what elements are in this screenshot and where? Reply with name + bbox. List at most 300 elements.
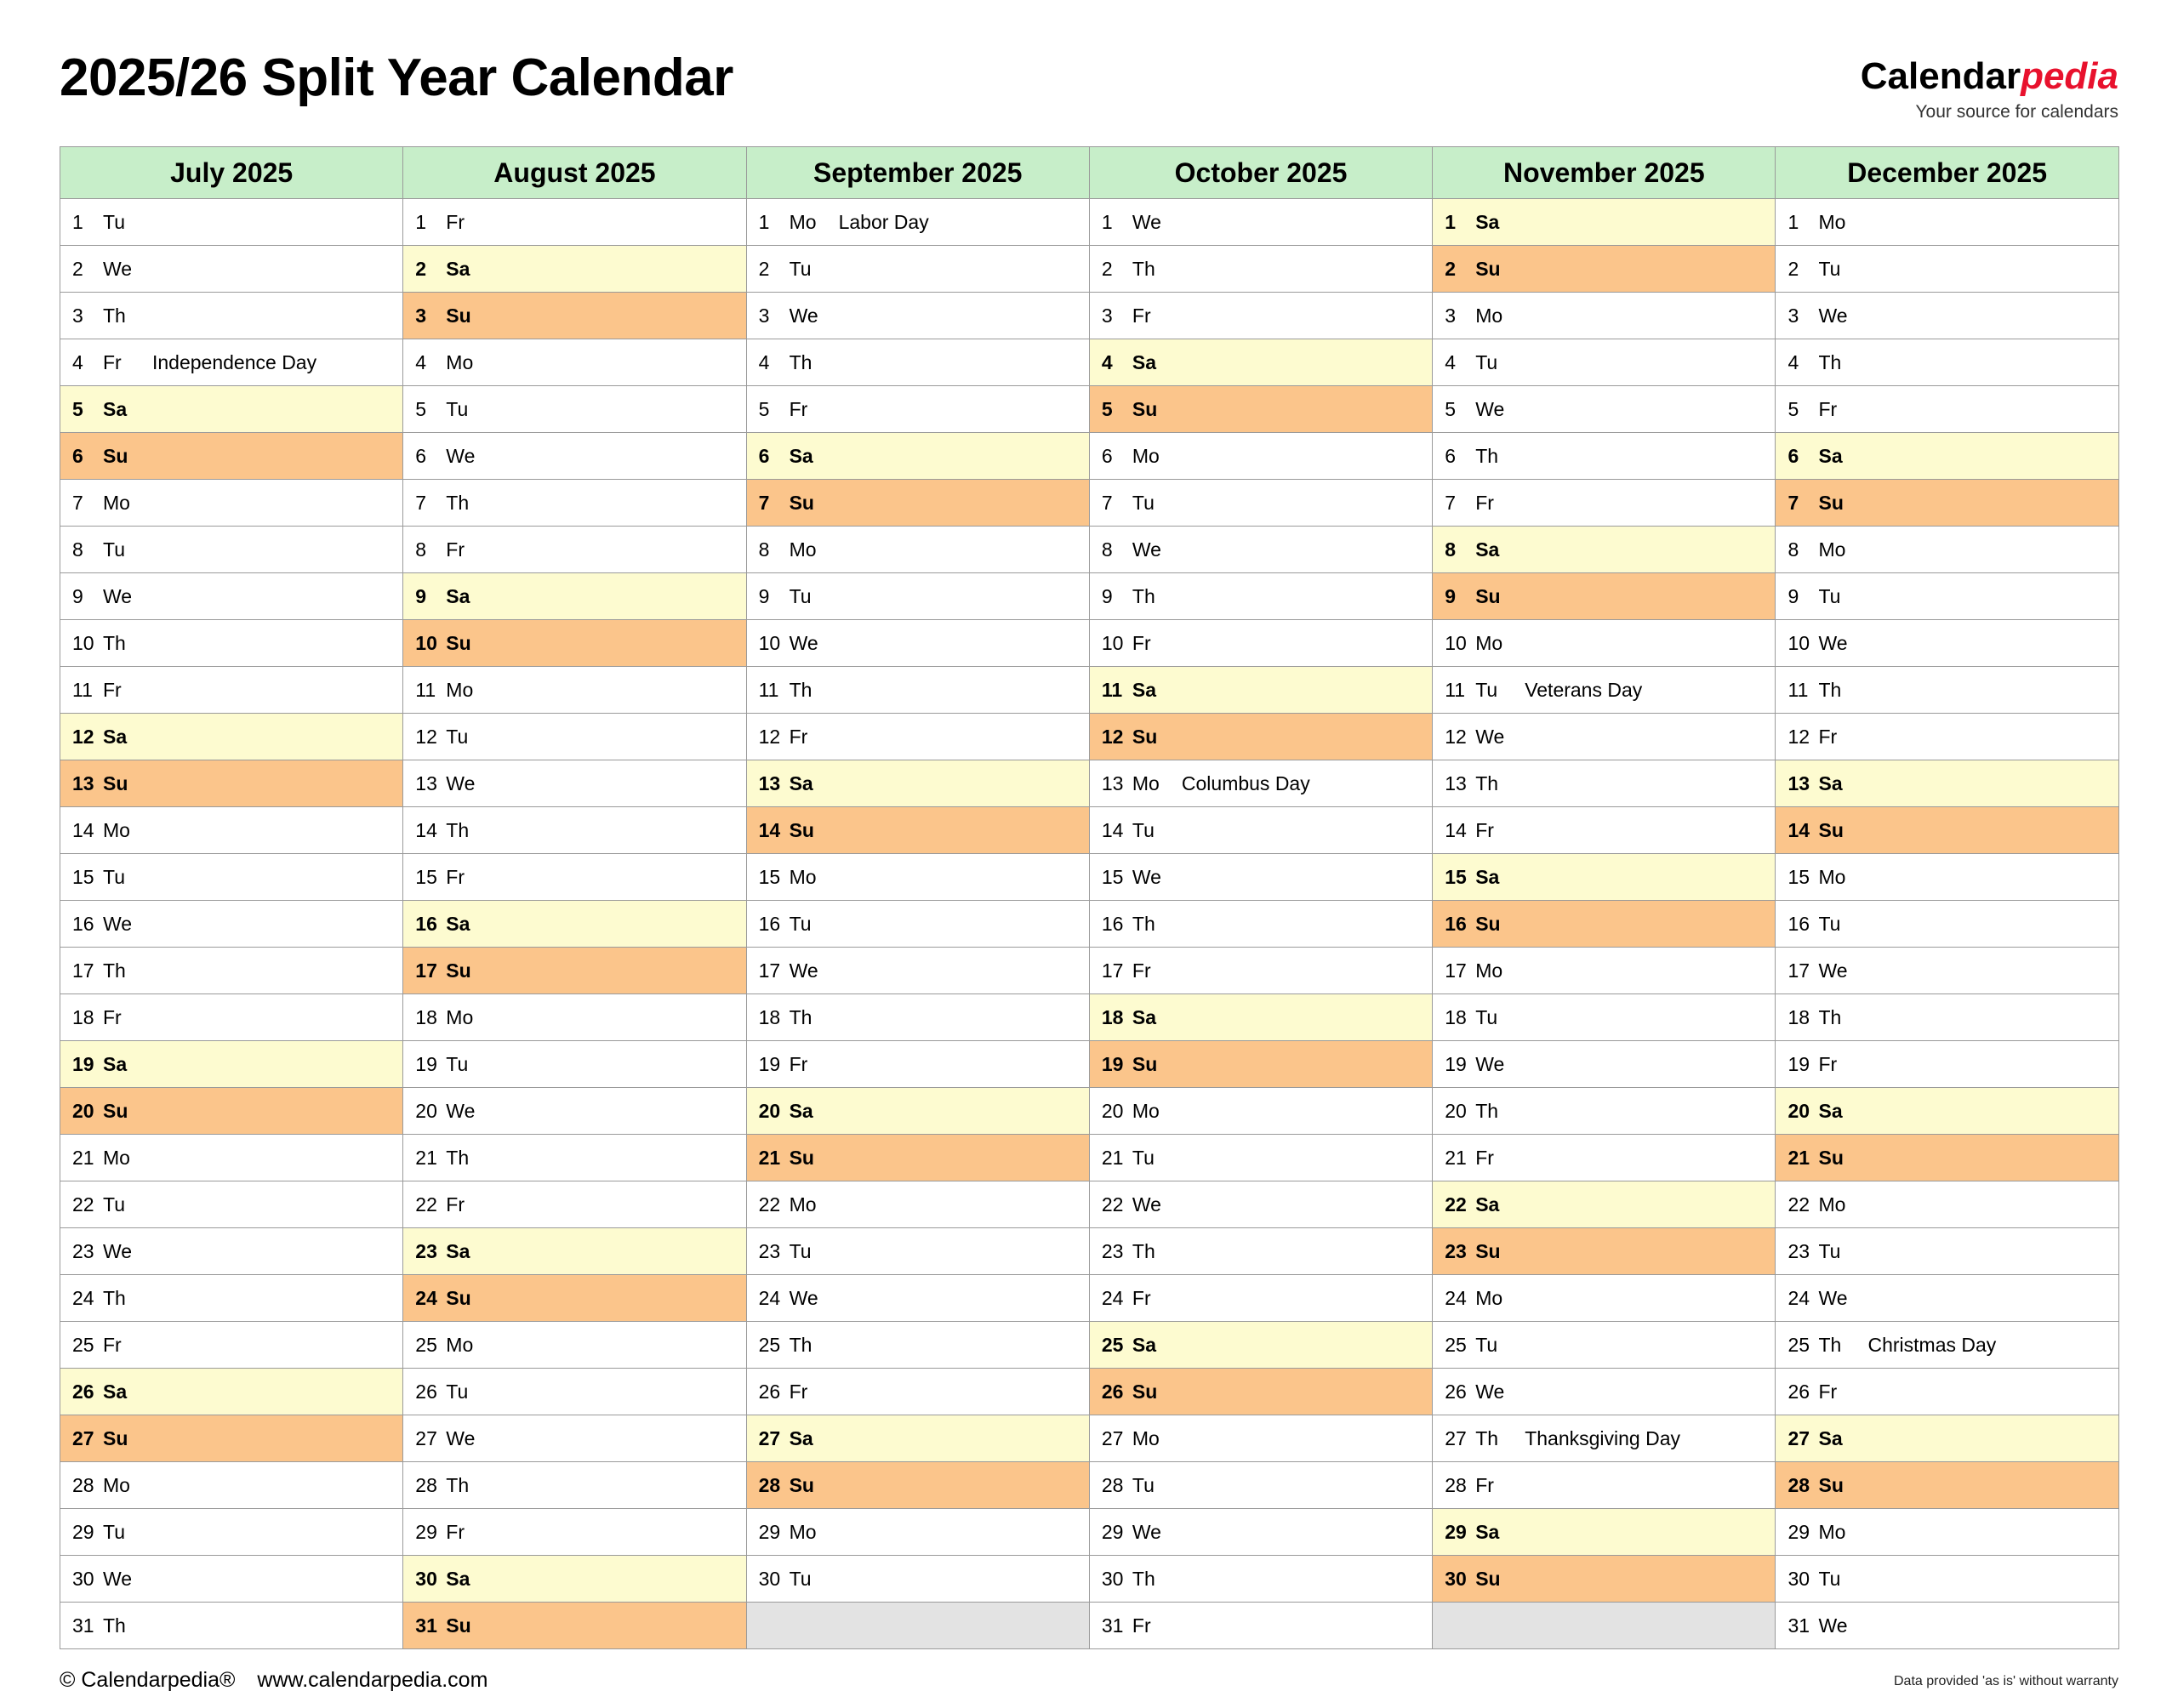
day-number: 14 [758,818,781,841]
day-number: 14 [72,818,94,841]
weekday-abbrev: Fr [446,210,465,233]
weekday-abbrev: We [1818,631,1848,654]
day-cell [747,714,1089,760]
calendar-cell [1089,1369,1432,1415]
day-number: 6 [1445,444,1456,467]
day-cell [747,199,1089,245]
weekday-abbrev: Su [446,959,471,982]
day-number: 11 [758,678,779,701]
calendar-row [60,1603,2119,1649]
day-cell [747,667,1089,713]
weekday-abbrev: Sa [789,771,813,794]
day-cell [1090,433,1432,479]
day-cell [1090,807,1432,853]
calendar-cell [1433,1181,1776,1228]
day-cell [60,807,402,853]
weekday-abbrev: We [1475,397,1505,420]
day-number: 22 [72,1193,94,1216]
weekday-abbrev: Mo [446,350,474,373]
page-header [60,34,2118,136]
day-number: 9 [1445,584,1456,607]
calendar-cell [1089,1322,1432,1369]
weekday-abbrev: Th [103,304,126,327]
day-number: 5 [1787,397,1799,420]
weekday-abbrev: Su [789,1473,814,1496]
day-number: 25 [1787,1333,1810,1356]
weekday-abbrev: Sa [1132,678,1157,701]
weekday-abbrev: Tu [103,538,125,561]
calendar-row [60,1369,2119,1415]
weekday-abbrev: We [1475,725,1505,748]
day-cell [1090,1041,1432,1087]
calendar-cell [1089,1603,1432,1649]
day-number: 25 [758,1333,781,1356]
calendar-row [60,1228,2119,1275]
day-number: 28 [1445,1473,1467,1496]
weekday-abbrev: Mo [789,1193,817,1216]
day-cell [1776,1509,2118,1555]
calendar-cell [1433,1462,1776,1509]
weekday-abbrev: We [1132,538,1161,561]
calendar-cell [60,1088,403,1135]
day-cell [60,573,402,619]
day-cell [60,1369,402,1415]
day-number: 24 [72,1286,94,1309]
weekday-abbrev: Sa [1132,1333,1157,1356]
day-cell [1090,760,1432,806]
day-number: 24 [1787,1286,1810,1309]
day-cell [1090,1181,1432,1227]
day-number: 10 [758,631,781,654]
weekday-abbrev: We [103,1239,133,1262]
weekday-abbrev: Tu [1132,818,1155,841]
calendar-cell [403,433,746,480]
day-number: 20 [415,1099,437,1122]
weekday-abbrev: Th [1818,350,1842,373]
calendar-cell [1433,714,1776,760]
calendar-cell [746,199,1089,246]
day-number: 24 [758,1286,781,1309]
calendar-row [60,246,2119,293]
calendar-cell [1089,1181,1432,1228]
day-cell [747,246,1089,292]
day-number: 10 [1101,631,1124,654]
day-cell [1433,854,1775,900]
day-cell [747,527,1089,572]
weekday-abbrev: Mo [1132,1426,1160,1449]
day-cell [60,714,402,760]
calendar-cell [60,620,403,667]
calendar-cell [403,246,746,293]
day-cell [1090,1415,1432,1461]
day-cell [403,246,745,292]
calendar-cell [1433,199,1776,246]
calendar-cell [746,760,1089,807]
calendar-cell [746,1041,1089,1088]
day-number: 14 [1101,818,1124,841]
calendar-cell [1433,760,1776,807]
calendar-cell [403,1415,746,1462]
weekday-abbrev: Mo [1475,1286,1503,1309]
calendar-row [60,1135,2119,1181]
weekday-abbrev: Sa [103,397,128,420]
calendar-cell [1089,339,1432,386]
weekday-abbrev: We [103,584,133,607]
day-number: 21 [415,1146,437,1169]
day-number: 19 [758,1052,781,1075]
day-cell [1433,1556,1775,1602]
day-number: 10 [1787,631,1810,654]
day-cell [1090,293,1432,339]
calendar-cell [60,1322,403,1369]
day-cell [747,620,1089,666]
weekday-abbrev: Su [103,1426,128,1449]
calendar-cell [746,1275,1089,1322]
day-number: 2 [1445,257,1456,280]
weekday-abbrev: Mo [1818,1193,1846,1216]
day-cell [1433,1415,1775,1461]
day-number: 5 [415,397,427,420]
calendar-cell [1433,1369,1776,1415]
weekday-abbrev: Su [789,1146,814,1169]
weekday-abbrev: Th [789,1333,812,1356]
weekday-abbrev: We [446,1426,476,1449]
calendar-cell [1089,667,1432,714]
calendar-cell [746,293,1089,339]
day-number: 17 [415,959,437,982]
website-url[interactable]: www.calendarpedia.com [257,1668,488,1692]
brand-name-accent: pedia [2021,55,2118,97]
day-number: 23 [1445,1239,1467,1262]
weekday-abbrev: Mo [1818,538,1846,561]
day-number: 5 [1101,397,1113,420]
day-cell [1776,807,2118,853]
calendar-body [60,199,2119,1649]
weekday-abbrev: Tu [1132,1146,1155,1169]
calendar-cell [746,1603,1089,1649]
weekday-abbrev: Su [1475,1567,1501,1590]
weekday-abbrev: Tu [1475,1333,1498,1356]
day-number: 9 [72,584,83,607]
day-number: 12 [1445,725,1467,748]
calendar-row [60,527,2119,573]
calendar-cell [1776,1181,2118,1228]
calendar-cell [1776,1369,2118,1415]
calendar-cell [1089,293,1432,339]
day-number: 1 [72,210,83,233]
calendar-row [60,339,2119,386]
day-cell [747,573,1089,619]
day-cell [60,433,402,479]
day-cell [1090,1322,1432,1368]
calendar-cell [60,714,403,760]
weekday-abbrev: Sa [446,1239,470,1262]
weekday-abbrev: Su [446,1614,471,1637]
calendar-cell [1089,901,1432,948]
day-number: 19 [1101,1052,1124,1075]
weekday-abbrev: We [103,912,133,935]
page-title: 2025/26 Split Year Calendar [60,48,733,107]
weekday-abbrev: Fr [1475,1146,1494,1169]
weekday-abbrev: Su [1818,1146,1844,1169]
calendar-cell [1089,433,1432,480]
day-number: 18 [72,1005,94,1028]
disclaimer-text: Data provided 'as is' without warranty [1893,1674,2118,1688]
day-number: 8 [415,538,427,561]
day-cell [1776,948,2118,993]
weekday-abbrev: Fr [446,538,465,561]
day-number: 11 [415,678,436,701]
day-number: 8 [1787,538,1799,561]
calendar-row [60,620,2119,667]
day-cell [1433,246,1775,292]
weekday-abbrev: We [1818,304,1848,327]
day-cell [60,480,402,526]
day-number: 8 [72,538,83,561]
weekday-abbrev: Th [446,1146,470,1169]
calendar-cell [1433,1556,1776,1603]
weekday-abbrev: We [1132,1520,1161,1543]
day-cell [1090,620,1432,666]
day-cell [747,1462,1089,1508]
day-cell [1433,994,1775,1040]
calendar-cell [60,901,403,948]
calendar-cell [746,901,1089,948]
calendar-cell [403,901,746,948]
weekday-abbrev: Tu [789,1567,812,1590]
weekday-abbrev: Sa [1475,538,1500,561]
day-cell [1776,293,2118,339]
weekday-abbrev: Fr [103,678,122,701]
calendar-cell [60,1556,403,1603]
day-number: 16 [415,912,437,935]
day-cell [747,339,1089,385]
weekday-abbrev: Th [103,1614,126,1637]
weekday-abbrev: We [1475,1052,1505,1075]
day-number: 27 [1101,1426,1124,1449]
day-number: 7 [758,491,770,514]
day-cell [1090,199,1432,245]
day-number: 16 [758,912,781,935]
calendar-cell [403,339,746,386]
calendar-cell [1089,1462,1432,1509]
day-cell [60,1228,402,1274]
day-number: 6 [415,444,427,467]
day-cell [1090,480,1432,526]
month-header-december: December 2025 [1776,147,2118,199]
day-cell [1433,1228,1775,1274]
day-cell [1433,293,1775,339]
weekday-abbrev: Su [1132,397,1158,420]
weekday-abbrev: Su [1132,1052,1158,1075]
day-cell [1433,199,1775,245]
calendar-cell [746,1556,1089,1603]
day-number: 16 [1445,912,1467,935]
day-number: 14 [415,818,437,841]
calendar-cell [1089,1415,1432,1462]
weekday-abbrev: Tu [789,1239,812,1262]
day-cell [1433,948,1775,993]
weekday-abbrev: Fr [789,1052,808,1075]
calendar-cell [403,667,746,714]
calendar-cell [1433,433,1776,480]
weekday-abbrev: Mo [103,1473,130,1496]
weekday-abbrev: Sa [103,1052,128,1075]
calendar-cell [1089,994,1432,1041]
day-cell [403,901,745,947]
calendar-cell [1089,246,1432,293]
day-cell [1776,1369,2118,1415]
calendar-cell [1089,948,1432,994]
calendar-cell [403,1369,746,1415]
weekday-abbrev: Mo [1132,444,1160,467]
calendar-cell [1776,1275,2118,1322]
weekday-abbrev: Mo [1132,771,1160,794]
calendar-cell [60,1369,403,1415]
month-header-november: November 2025 [1433,147,1776,199]
calendar-cell [1089,1088,1432,1135]
day-number: 8 [758,538,770,561]
day-cell [403,620,745,666]
weekday-abbrev: Su [1475,1239,1501,1262]
day-cell [60,1088,402,1134]
day-cell [1776,1181,2118,1227]
calendar-cell [746,948,1089,994]
weekday-abbrev: Tu [103,1520,125,1543]
weekday-abbrev: Th [446,1473,470,1496]
day-cell-empty [1433,1603,1775,1648]
day-cell [1433,573,1775,619]
day-number: 20 [1445,1099,1467,1122]
page-footer [60,1668,2118,1693]
day-cell [403,994,745,1040]
calendar-cell [60,1041,403,1088]
weekday-abbrev: Tu [1132,491,1155,514]
calendar-cell [1776,994,2118,1041]
day-cell [1433,1041,1775,1087]
weekday-abbrev: Su [789,818,814,841]
calendar-cell [1776,1135,2118,1181]
day-cell [747,1135,1089,1181]
weekday-abbrev: Tu [1475,350,1498,373]
calendar-cell [1776,667,2118,714]
weekday-abbrev: Th [103,959,126,982]
day-number: 30 [415,1567,437,1590]
day-number: 20 [1101,1099,1124,1122]
day-number: 5 [72,397,83,420]
day-cell [1090,339,1432,385]
day-cell [1776,339,2118,385]
weekday-abbrev: Mo [446,1333,474,1356]
holiday-label: Thanksgiving Day [1525,1426,1680,1449]
day-number: 28 [415,1473,437,1496]
calendar-cell [1433,480,1776,527]
day-number: 20 [1787,1099,1810,1122]
day-number: 28 [1787,1473,1810,1496]
calendar-cell [1433,386,1776,433]
day-cell [60,1509,402,1555]
weekday-abbrev: Sa [1818,771,1843,794]
weekday-abbrev: Mo [446,1005,474,1028]
day-cell [60,1275,402,1321]
day-number: 26 [72,1380,94,1403]
calendar-cell [746,1181,1089,1228]
calendar-cell [1776,807,2118,854]
day-cell [747,1556,1089,1602]
day-cell [1433,386,1775,432]
day-cell [60,1462,402,1508]
day-cell [1433,527,1775,572]
calendar-cell [1776,246,2118,293]
day-cell [1776,1135,2118,1181]
day-cell [1776,433,2118,479]
day-cell [1776,714,2118,760]
day-cell [1090,246,1432,292]
day-number: 2 [72,257,83,280]
calendar-row [60,1088,2119,1135]
calendar-cell [60,199,403,246]
holiday-label: Labor Day [838,210,929,233]
day-number: 15 [72,865,94,888]
calendar-cell [1433,667,1776,714]
day-number: 17 [1101,959,1124,982]
day-cell [403,667,745,713]
day-cell [60,620,402,666]
weekday-abbrev: Fr [1475,1473,1494,1496]
day-cell [1433,339,1775,385]
calendar-cell [1776,293,2118,339]
weekday-abbrev: Mo [789,1520,817,1543]
day-cell [60,948,402,993]
calendar-cell [746,1228,1089,1275]
day-cell [1090,1228,1432,1274]
holiday-label: Columbus Day [1181,771,1310,794]
weekday-abbrev: Fr [446,865,465,888]
day-number: 12 [1101,725,1124,748]
calendar-cell [403,1509,746,1556]
day-cell [403,760,745,806]
day-cell [60,1041,402,1087]
day-cell [403,1228,745,1274]
weekday-abbrev: Tu [1818,584,1841,607]
calendar-row [60,994,2119,1041]
day-cell [60,854,402,900]
weekday-abbrev: Mo [1818,1520,1846,1543]
day-cell [403,854,745,900]
day-cell [747,901,1089,947]
day-number: 15 [1787,865,1810,888]
weekday-abbrev: We [1475,1380,1505,1403]
calendar-cell [403,1603,746,1649]
day-number: 12 [72,725,94,748]
weekday-abbrev: Mo [789,538,817,561]
day-number: 30 [1101,1567,1124,1590]
day-number: 29 [1445,1520,1467,1543]
day-number: 17 [1445,959,1467,982]
calendar-cell [1433,527,1776,573]
day-number: 11 [72,678,93,701]
day-number: 13 [72,771,94,794]
day-cell [747,433,1089,479]
calendar-row [60,1462,2119,1509]
day-cell [747,1322,1089,1368]
calendar-cell [1433,994,1776,1041]
day-number: 29 [72,1520,94,1543]
day-number: 24 [1445,1286,1467,1309]
weekday-abbrev: Fr [1132,631,1151,654]
day-number: 18 [1445,1005,1467,1028]
day-number: 19 [1445,1052,1467,1075]
